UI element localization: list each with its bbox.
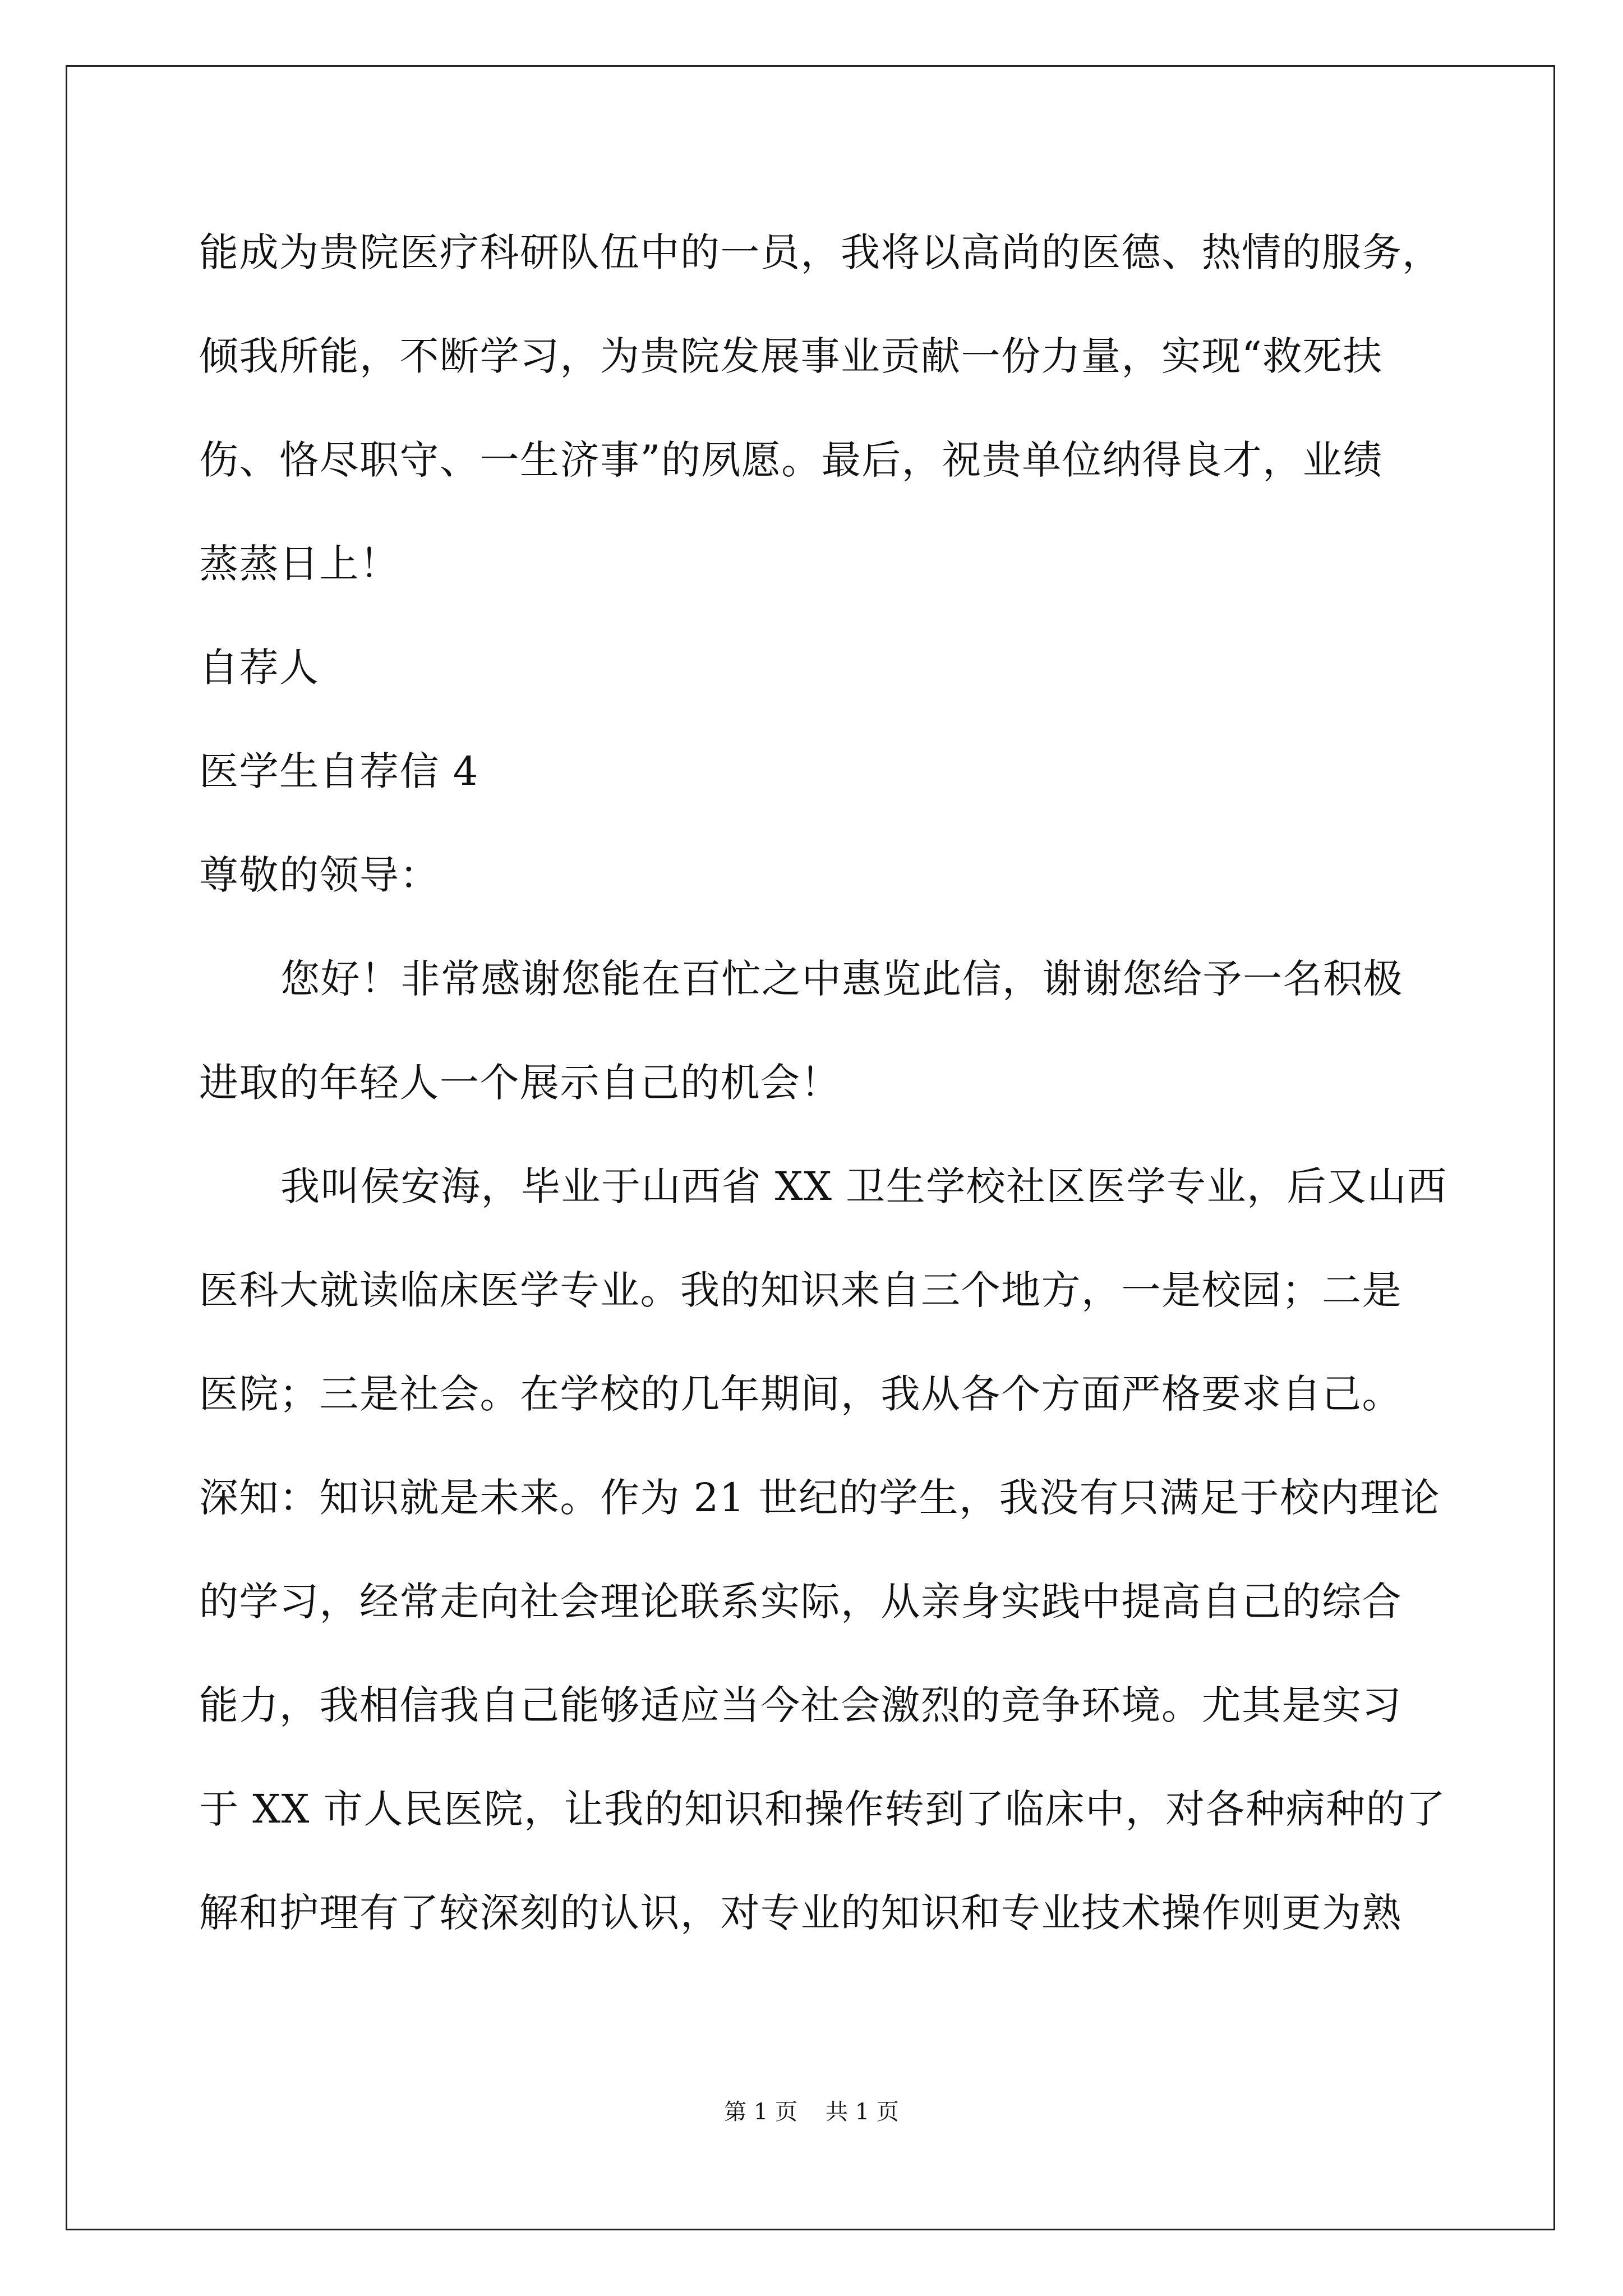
text-line: 蒸蒸日上！: [199, 541, 400, 587]
text-line: 您好！非常感谢您能在百忙之中惠览此信，谢谢您给予一名积极: [280, 956, 1403, 1002]
text-line: 深知：知识就是未来。作为 21 世纪的学生，我没有只满足于校内理论: [199, 1475, 1441, 1521]
text-line: 解和护理有了较深刻的认识，对专业的知识和专业技术操作则更为熟: [199, 1890, 1402, 1936]
page-number: 第 1 页: [724, 2099, 797, 2125]
text-line: 的学习，经常走向社会理论联系实际，从亲身实践中提高自己的综合: [199, 1579, 1402, 1625]
text-line: 我叫侯安海，毕业于山西省 XX 卫生学校社区医学专业，后又山西: [280, 1163, 1447, 1209]
signature-label: 自荐人: [199, 645, 320, 691]
text-line: 倾我所能，不断学习，为贵院发展事业贡献一份力量，实现“救死扶: [199, 333, 1383, 379]
text-line: 医科大就读临床医学专业。我的知识来自三个地方，一是校园；二是: [199, 1267, 1402, 1313]
section-heading: 医学生自荐信 4: [199, 748, 479, 794]
page-footer: [0, 2098, 1623, 2126]
page-total: 共 1 页: [826, 2099, 899, 2125]
text-line: 于 XX 市人民医院，让我的知识和操作转到了临床中，对各种病种的了: [199, 1786, 1446, 1832]
text-line: 能力，我相信我自己能够适应当今社会激烈的竞争环境。尤其是实习: [199, 1682, 1402, 1728]
text-line: 进取的年轻人一个展示自己的机会！: [199, 1060, 841, 1106]
text-line: 伤、恪尽职守、一生济事”的夙愿。最后，祝贵单位纳得良才，业绩: [199, 437, 1383, 483]
text-line: 能成为贵院医疗科研队伍中的一员，我将以高尚的医德、热情的服务，: [199, 229, 1442, 275]
salutation: 尊敬的领导：: [199, 852, 440, 898]
text-line: 医院；三是社会。在学校的几年期间，我从各个方面严格要求自己。: [199, 1371, 1402, 1417]
